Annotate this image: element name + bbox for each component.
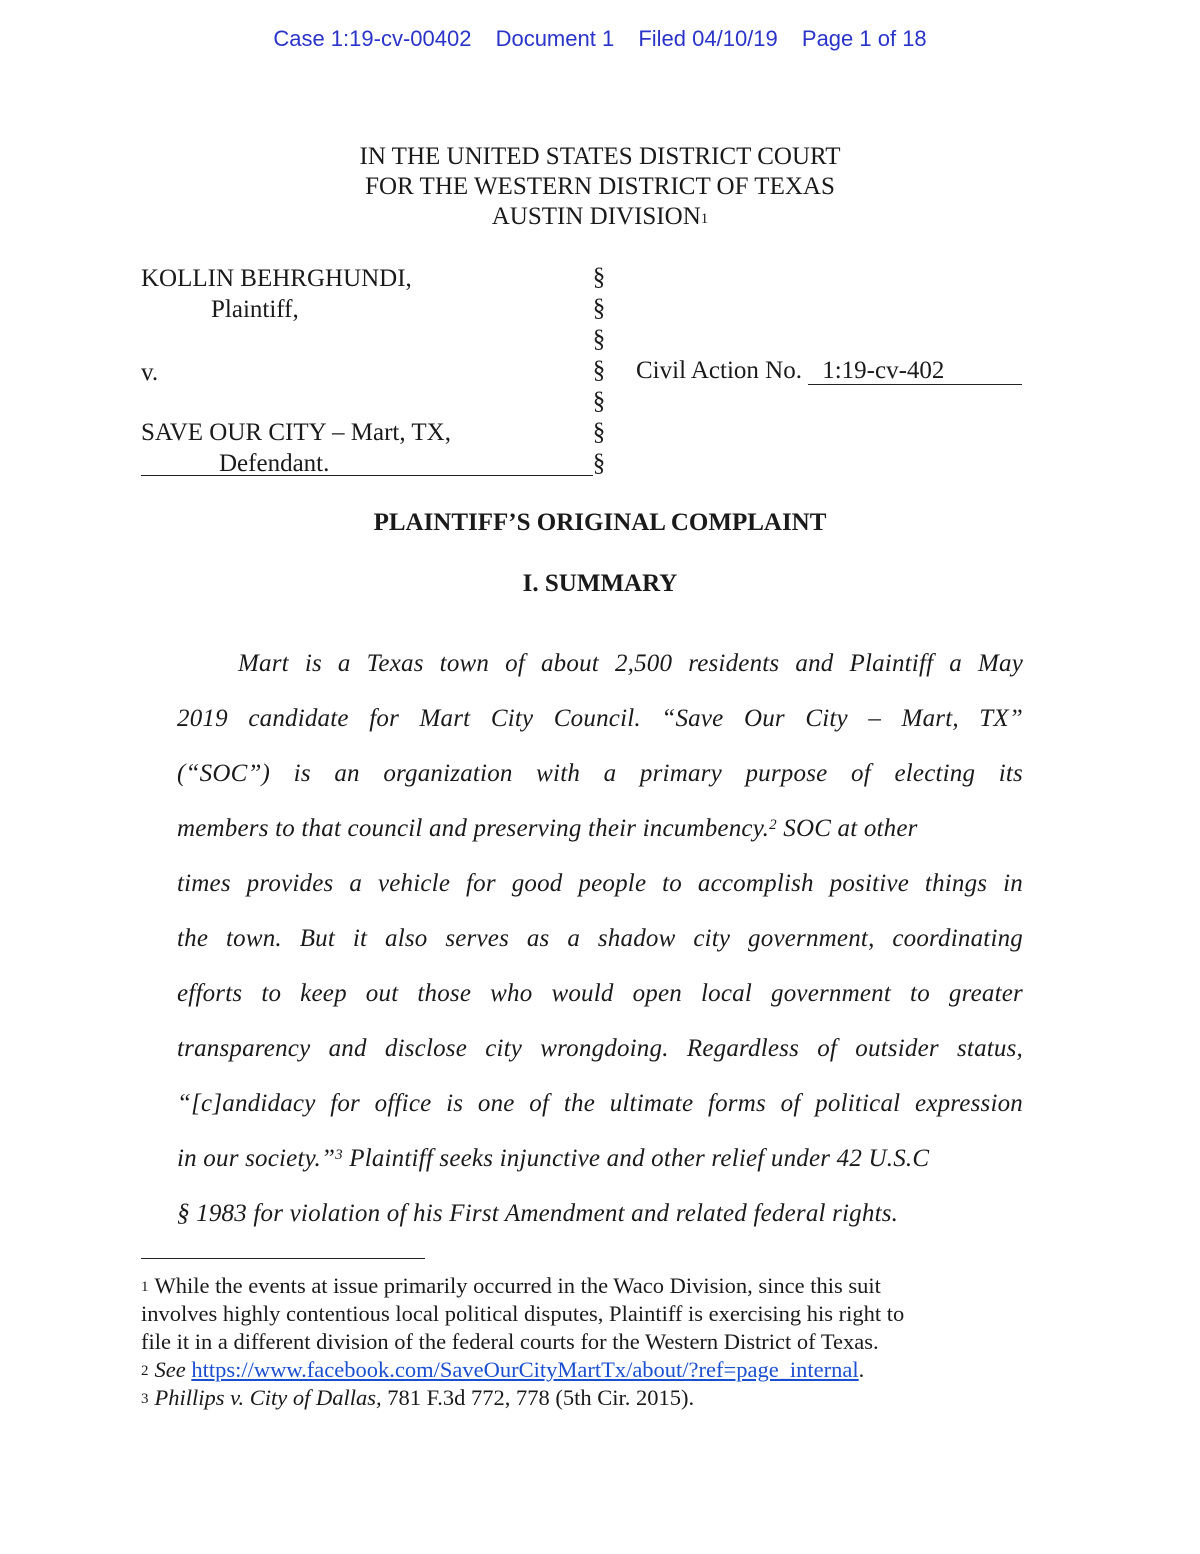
document-title: PLAINTIFF’S ORIGINAL COMPLAINT [373,509,827,536]
summary-line: times provides a vehicle for good people to accomplish positive things in [177,870,1023,897]
section-symbol: § [592,295,606,322]
section-heading: I. SUMMARY [522,570,678,597]
footnote-3 [141,1384,1061,1412]
summary-line-text: members to that council and preserving their incumbency. [177,815,770,842]
footnote-marker: 1 [141,1279,149,1295]
section-symbol: § [592,450,606,477]
footnote-1-line-2: involves highly contentious local political disputes, Plaintiff is exercising his right to [141,1301,905,1326]
summary-line: 2019 candidate for Mart City Council. “Save Our City – Mart, TX” [177,705,1023,732]
versus: v. [141,359,159,386]
civil-action [636,357,1022,385]
defendant-name: SAVE OUR CITY – Mart, TX, [141,419,451,446]
filed-date: Filed 04/10/19 [638,26,778,51]
plaintiff-name: KOLLIN BEHRGHUNDI, [141,265,412,292]
summary-line-text: Plaintiff seeks injunctive and other relief under 42 U.S.C [349,1145,930,1172]
section-symbol: § [592,388,606,415]
section-symbol: § [592,264,606,291]
footnote-2 [141,1356,1061,1384]
caption-rule [141,475,593,476]
section-symbol: § [592,419,606,446]
plaintiff-role: Plaintiff, [211,296,299,323]
footnote-signal: See [154,1357,186,1382]
summary-line: § 1983 for violation of his First Amendment and related federal rights. [177,1200,899,1227]
case-number: Case 1:19-cv-00402 [273,26,472,51]
summary-line: (“SOC”) is an organization with a primary purpose of electing its [177,760,1023,787]
summary-line: the town. But it also serves as a shadow city government, coordinating [177,925,1023,952]
summary-line [177,815,1023,843]
summary-line: transparency and disclose city wrongdoing. Regardless of outsider status, [177,1035,1023,1062]
footnote-marker: 3 [141,1391,149,1407]
footnote-1 [141,1272,1061,1300]
defendant-role: Defendant. [219,450,330,477]
court-division-text: AUSTIN DIVISION [491,203,701,230]
footnote-marker: 2 [141,1363,149,1379]
page-indicator: Page 1 of 18 [801,26,927,51]
court-division [0,202,1200,232]
summary-line: efforts to keep out those who would open local government to greater [177,980,1023,1007]
footnote-period: . [858,1357,865,1382]
document-number: Document 1 [495,26,615,51]
summary-line-text: SOC at other [783,815,918,842]
section-symbol: § [592,326,606,353]
case-name: Phillips v. City of Dallas, [154,1385,382,1410]
court-name-line-2: FOR THE WESTERN DISTRICT OF TEXAS [365,173,835,200]
footnote-separator [141,1258,425,1259]
court-name-line-1: IN THE UNITED STATES DISTRICT COURT [359,143,841,170]
footnote-ref-1[interactable]: 1 [700,211,709,227]
summary-line: “[c]andidacy for office is one of the ultimate forms of political expression [177,1090,1023,1117]
summary-line-text: in our society.” [177,1145,336,1172]
footnote-ref-2[interactable]: 2 [769,817,777,833]
civil-action-number: 1:19-cv-402 [808,358,1022,385]
summary-line [177,1145,1023,1173]
section-symbol: § [592,357,606,384]
summary-line: Mart is a Texas town of about 2,500 residents and Plaintiff a May [238,650,1023,677]
footnote-text: While the events at issue primarily occurred in the Waco Division, since this suit [154,1273,881,1298]
footnote-ref-3[interactable]: 3 [335,1147,343,1163]
civil-action-label: Civil Action No. [636,357,802,384]
facebook-link[interactable]: https://www.facebook.com/SaveOurCityMartTx/about/?ref=page_internal [191,1357,859,1382]
case-citation: 781 F.3d 772, 778 (5th Cir. 2015). [387,1385,695,1410]
footnote-1-line-3: file it in a different division of the federal courts for the Western District of Texas. [141,1329,879,1354]
filing-header [0,26,1200,52]
